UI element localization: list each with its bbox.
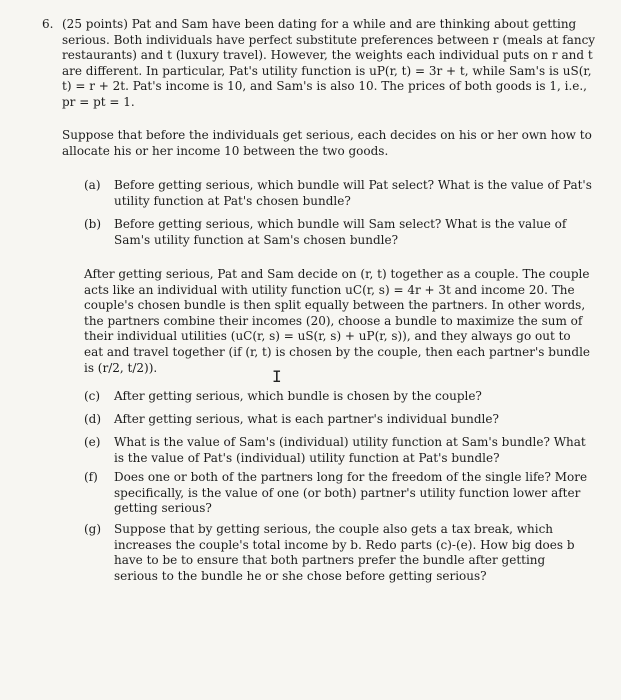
setup-paragraph: Suppose that before the individuals get serious, each decides on his or her own how to allocate his or her income 10 between the two goods. [62,128,592,158]
part-a-label: (a) [84,178,101,192]
part-f [84,470,592,517]
part-d-text: After getting serious, what is each partner's individual bundle? [114,412,499,426]
couple-paragraph: After getting serious, Pat and Sam decide on (r, t) together as a couple. The couple acts like an individual with utility function uC(r, s) = 4r + 3t and income 20. The couple's chosen bundle is then split equally between the partners. In other words, the partners combine their incomes (20), choose a bundle to maximize the sum of their individual utilities (uC(r, s) = uS(r, s) + uP(r, s)), and they always go out to eat and travel together (if (r, t) is chosen by the couple, then each partner's bundle is (r/2, t/2)). [84,267,591,375]
part-b-text: Before getting serious, which bundle will Sam select? What is the value of Sam's utility function at Sam's chosen bundle? [114,217,567,247]
part-g [84,522,592,584]
part-c-label: (c) [84,389,101,403]
part-d [84,412,592,428]
part-a-text: Before getting serious, which bundle will Pat select? What is the value of Pat's utility function at Pat's chosen bundle? [114,178,592,208]
part-e-text: What is the value of Sam's (individual) utility function at Sam's bundle? What is the value of Pat's (individual) utility function at Pat's bundle? [114,435,586,465]
part-c [84,389,592,405]
part-d-label: (d) [84,412,102,426]
part-f-text: Does one or both of the partners long for the freedom of the single life? More specifically, is the value of one (or both) partner's utility function lower after getting serious? [114,470,588,516]
text-cursor-icon: I [272,367,282,386]
part-e-label: (e) [84,435,101,449]
part-b-label: (b) [84,217,102,231]
question-number: 6. [42,17,54,31]
part-g-text: Suppose that by getting serious, the couple also gets a tax break, which increases the couple's total income by b. Redo parts (c)-(e). How big does b have to be to ensure that both partners prefer the bundle after getting serious to the bundle he or she chose before getting serious? [114,522,575,583]
part-a [84,178,592,209]
part-b [84,217,592,248]
part-g-label: (g) [84,522,102,536]
part-e [84,435,592,466]
part-c-text: After getting serious, which bundle is chosen by the couple? [114,389,482,403]
question-intro [42,17,602,111]
part-f-label: (f) [84,470,98,484]
question-intro-text: (25 points) Pat and Sam have been dating for a while and are thinking about getting serious. Both individuals have perfect substitute preferences between r (meals at fancy restaurants) and t (luxury travel). However, the weights each individual puts on r and t are different. In particular, Pat's utility function is uP(r, t) = 3r + t, while Sam's is uS(r, t) = r + 2t. Pat's income is 10, and Sam's is also 10. The prices of both goods is 1, i.e., pr = pt = 1. [62,17,596,109]
